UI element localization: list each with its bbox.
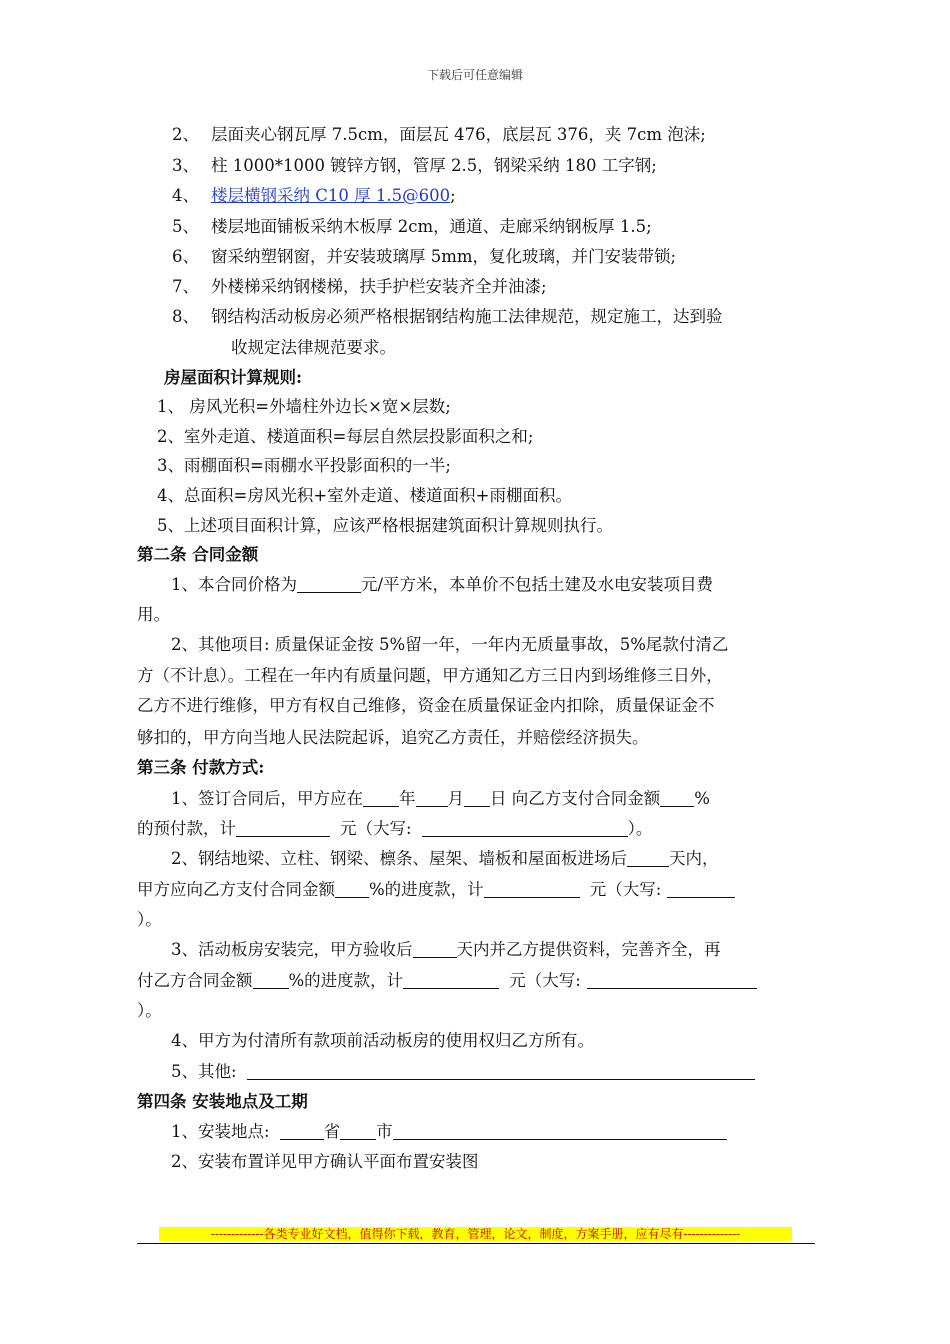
article-3-para-2-line-2 xyxy=(137,879,735,901)
item-number: 5、 xyxy=(172,217,199,236)
text-segment: 元（大写: xyxy=(589,880,662,899)
article-3-para-1-line-2 xyxy=(137,818,652,840)
text-segment: 天内并乙方提供资料，完善齐全，再 xyxy=(456,940,721,959)
text-segment: 的预付款，计 xyxy=(137,819,236,838)
article-3-para-4: 4、甲方为付清所有款项前活动板房的使用权归乙方所有。 xyxy=(171,1031,594,1050)
text-segment: ）。 xyxy=(627,819,653,838)
item-4 xyxy=(172,185,456,207)
area-rule-1: 1、 房风光积=外墙柱外边长×宽×层数; xyxy=(157,397,451,416)
text-segment: 2、钢结地梁、立柱、钢梁、檩条、屋架、墙板和屋面板进场后 xyxy=(171,849,627,868)
amount-blank[interactable] xyxy=(236,820,330,837)
item-number: 3、 xyxy=(172,156,199,175)
area-rules-title: 房屋面积计算规则: xyxy=(164,368,303,387)
text-segment: 市 xyxy=(376,1122,393,1141)
item-number: 8、 xyxy=(172,307,199,326)
item-number: 7、 xyxy=(172,277,199,296)
text-segment: 日 向乙方支付合同金额 xyxy=(490,789,661,808)
article-2-para-2-line-2: 方（不计息）。工程在一年内有质量问题，甲方通知乙方三日内到场维修三日外， xyxy=(137,666,723,685)
item-text: 窗采纳塑钢窗，并安装玻璃厚 5mm，复化玻璃，并门安装带锁; xyxy=(211,247,677,266)
amount-blank[interactable] xyxy=(403,972,499,989)
text-segment: 1、签订合同后，甲方应在 xyxy=(171,789,363,808)
city-blank[interactable] xyxy=(340,1123,376,1140)
area-rule-2: 2、室外走道、楼道面积=每层自然层投影面积之和; xyxy=(157,427,534,446)
percent-blank[interactable] xyxy=(335,881,369,898)
article-2-para-2-line-1: 2、其他项目: 质量保证金按 5%留一年，一年内无质量事故，5%尾款付清乙 xyxy=(171,635,729,654)
province-blank[interactable] xyxy=(280,1123,324,1140)
article-4-para-1 xyxy=(171,1121,727,1143)
article-3-para-3-line-2 xyxy=(137,970,757,992)
price-blank[interactable] xyxy=(297,576,361,593)
page-header: 下载后可任意编辑 xyxy=(426,68,523,82)
article-2-para-2-line-3: 乙方不进行维修，甲方有权自己维修，资金在质量保证金内扣除，质量保证金不 xyxy=(137,696,715,715)
amount-words-blank[interactable] xyxy=(422,820,628,837)
article-4-title: 第四条 安装地点及工期 xyxy=(137,1092,308,1111)
item-8 xyxy=(172,306,723,328)
item-8-continuation: 收规定法律规范要求。 xyxy=(231,338,396,357)
item-text: ; xyxy=(450,186,456,205)
article-2-para-1-cont: 用。 xyxy=(137,605,170,624)
footer-rule xyxy=(137,1243,815,1244)
footer-banner: -------------各类专业好文档，值得你下载，教育，管理，论文，制度，方案手册，应有尽有-------------- xyxy=(159,1227,792,1241)
article-3-para-5 xyxy=(171,1061,755,1083)
text-segment: 元/平方米，本单价不包括土建及水电安装项目费 xyxy=(361,575,714,594)
text-segment: 1、安装地点: xyxy=(171,1122,270,1141)
item-number: 2、 xyxy=(172,125,199,144)
text-segment: 1、本合同价格为 xyxy=(171,575,297,594)
amount-words-blank[interactable] xyxy=(587,972,757,989)
item-text: 层面夹心钢瓦厚 7.5cm，面层瓦 476，底层瓦 376，夹 7cm 泡沫; xyxy=(211,125,706,144)
days-blank[interactable] xyxy=(413,941,457,958)
item-6 xyxy=(172,246,676,268)
amount-words-blank[interactable] xyxy=(667,881,735,898)
day-blank[interactable] xyxy=(464,790,490,807)
amount-blank[interactable] xyxy=(484,881,580,898)
article-3-para-1-line-1 xyxy=(171,788,710,810)
percent-blank[interactable] xyxy=(253,972,289,989)
area-rule-3: 3、雨棚面积=雨棚水平投影面积的一半; xyxy=(157,456,451,475)
text-segment: 省 xyxy=(323,1122,341,1141)
item-link[interactable]: 楼层横钢采纳 C10 厚 1.5@600 xyxy=(211,186,451,205)
text-segment: 5、其他: xyxy=(171,1062,237,1081)
month-blank[interactable] xyxy=(416,790,448,807)
text-segment: 元（大写: xyxy=(509,971,581,990)
text-segment: % xyxy=(694,789,710,808)
article-2-para-2-line-4: 够扣的，甲方向当地人民法院起诉，追究乙方责任，并赔偿经济损失。 xyxy=(137,728,649,747)
text-segment: 元（大写: xyxy=(340,819,412,838)
article-3-para-3-line-3: ）。 xyxy=(137,1001,162,1020)
item-text: 楼层地面铺板采纳木板厚 2cm，通道、走廊采纳钢板厚 1.5; xyxy=(211,217,652,236)
item-number: 6、 xyxy=(172,247,199,266)
year-blank[interactable] xyxy=(363,790,399,807)
article-2-para-1 xyxy=(171,574,713,596)
item-text: 外楼梯采纳钢楼梯，扶手护栏安装齐全并油漆; xyxy=(211,277,547,296)
item-7 xyxy=(172,276,547,298)
item-number: 4、 xyxy=(172,186,199,205)
area-rule-5: 5、上述项目面积计算，应该严格根据建筑面积计算规则执行。 xyxy=(157,516,613,535)
article-3-para-2-line-3: ）。 xyxy=(137,910,162,929)
item-3 xyxy=(172,155,657,177)
text-segment: 年 xyxy=(399,789,416,808)
text-segment: 天内， xyxy=(669,849,719,868)
article-4-para-2: 2、安装布置详见甲方确认平面布置安装图 xyxy=(171,1152,479,1171)
article-3-title: 第三条 付款方式: xyxy=(137,758,265,777)
text-segment: 月 xyxy=(447,789,464,808)
article-2-title: 第二条 合同金额 xyxy=(137,545,259,564)
text-segment: 甲方应向乙方支付合同金额 xyxy=(137,880,335,899)
item-5 xyxy=(172,216,652,238)
item-text: 钢结构活动板房必须严格根据钢结构施工法律规范，规定施工，达到验 xyxy=(211,307,723,326)
address-blank[interactable] xyxy=(393,1123,727,1140)
area-rule-4: 4、总面积=房风光积+室外走道、楼道面积+雨棚面积。 xyxy=(157,486,572,505)
item-text: 柱 1000*1000 镀锌方钢，管厚 2.5，钢梁采纳 180 工字钢; xyxy=(211,156,657,175)
other-blank[interactable] xyxy=(247,1063,755,1080)
text-segment: 3、活动板房安装完，甲方验收后 xyxy=(171,940,413,959)
days-blank[interactable] xyxy=(627,850,669,867)
text-segment: %的进度款，计 xyxy=(288,971,404,990)
article-3-para-3-line-1 xyxy=(171,939,721,961)
percent-blank[interactable] xyxy=(660,790,694,807)
article-3-para-2-line-1 xyxy=(171,848,719,870)
text-segment: %的进度款，计 xyxy=(369,880,484,899)
text-segment: 付乙方合同金额 xyxy=(137,971,253,990)
item-2 xyxy=(172,124,706,146)
